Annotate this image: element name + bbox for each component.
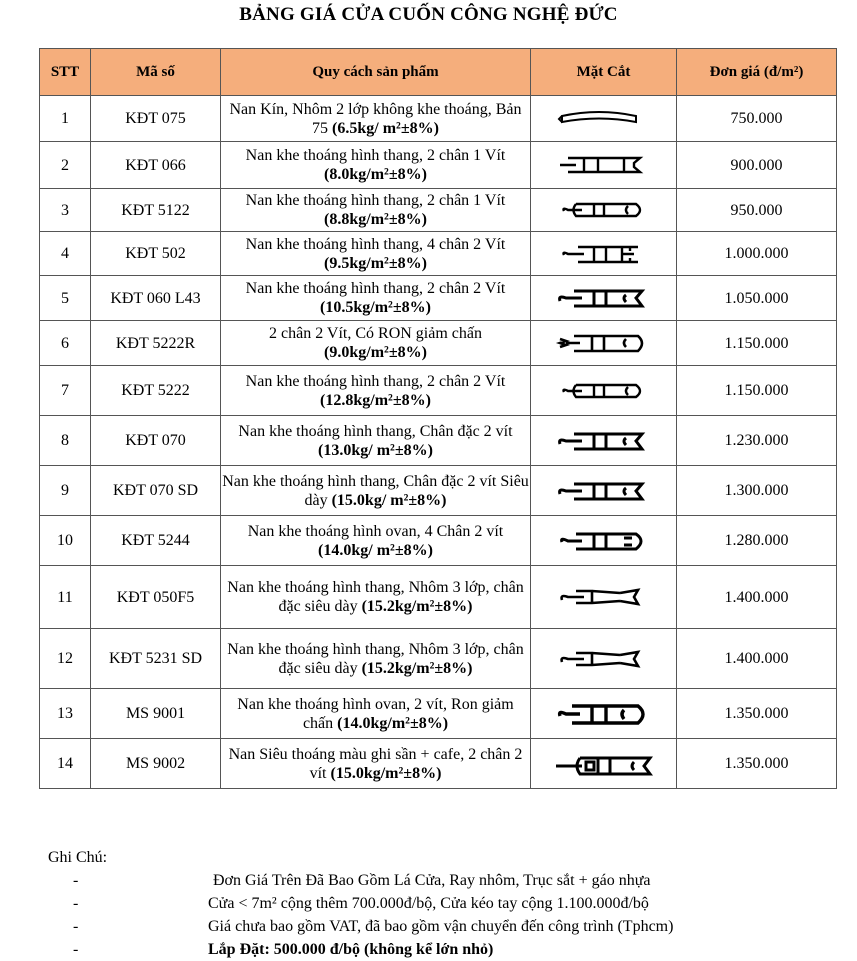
table-row bbox=[40, 566, 837, 629]
row-stt: 4 bbox=[40, 232, 91, 276]
note-dash: - bbox=[73, 918, 79, 935]
table-row bbox=[40, 321, 837, 366]
row-spec-text: 2 chân 2 Vít, Có RON giảm chấn bbox=[268, 325, 482, 342]
row-spec-text: Nan khe thoáng hình thang, 2 chân 2 Vít bbox=[245, 280, 506, 297]
row-spec-text: Nan khe thoáng hình thang, 4 chân 2 Vít bbox=[245, 235, 506, 253]
row-code: KĐT 5244 bbox=[91, 516, 221, 566]
row-code: KĐT 066 bbox=[91, 142, 221, 189]
table-row bbox=[40, 276, 837, 321]
row-stt: 13 bbox=[40, 689, 91, 739]
row-price: 1.050.000 bbox=[677, 276, 837, 321]
table-header-row bbox=[40, 49, 837, 96]
row-price: 1.400.000 bbox=[677, 566, 837, 629]
row-spec-text: Nan khe thoáng hình thang, Chân đặc 2 vít bbox=[238, 422, 513, 440]
row-section bbox=[531, 566, 677, 629]
section-profile-drawing bbox=[554, 425, 654, 457]
row-spec bbox=[221, 276, 531, 321]
row-code: KĐT 060 L43 bbox=[91, 276, 221, 321]
row-price: 1.350.000 bbox=[677, 739, 837, 789]
row-section bbox=[531, 739, 677, 789]
row-section bbox=[531, 366, 677, 416]
section-profile-drawing bbox=[554, 748, 654, 780]
note-dash: - bbox=[73, 895, 79, 912]
note-item bbox=[48, 915, 848, 938]
notes-heading: Ghi Chú: bbox=[48, 849, 108, 866]
row-price: 900.000 bbox=[677, 142, 837, 189]
row-section bbox=[531, 232, 677, 276]
row-code: MS 9002 bbox=[91, 739, 221, 789]
page-title: BẢNG GIÁ CỬA CUỐN CÔNG NGHỆ ĐỨC bbox=[239, 4, 618, 25]
row-spec-text: Nan Kín, Nhôm 2 lớp không khe thoáng, Bản 75 bbox=[229, 100, 522, 137]
row-spec-weight: (15.2kg/m²±8%) bbox=[361, 659, 473, 677]
row-code: KĐT 5222 bbox=[91, 366, 221, 416]
row-section bbox=[531, 189, 677, 232]
notes-section bbox=[48, 846, 848, 961]
note-item bbox=[48, 892, 848, 915]
note-dash: - bbox=[73, 872, 79, 889]
row-spec bbox=[221, 516, 531, 566]
row-spec bbox=[221, 189, 531, 232]
row-spec bbox=[221, 629, 531, 689]
row-spec-weight: (15.0kg/ m²±8%) bbox=[331, 491, 447, 509]
row-section bbox=[531, 416, 677, 466]
row-code: KĐT 070 bbox=[91, 416, 221, 466]
row-stt: 14 bbox=[40, 739, 91, 789]
table-row bbox=[40, 689, 837, 739]
row-stt: 7 bbox=[40, 366, 91, 416]
row-price: 1.150.000 bbox=[677, 366, 837, 416]
row-spec-text: Nan khe thoáng hình thang, 2 chân 1 Vít bbox=[245, 147, 506, 164]
row-section bbox=[531, 96, 677, 142]
row-stt: 12 bbox=[40, 629, 91, 689]
row-code: KĐT 050F5 bbox=[91, 566, 221, 629]
row-stt: 5 bbox=[40, 276, 91, 321]
row-spec-weight: (14.0kg/m²±8%) bbox=[337, 714, 449, 732]
row-spec-weight: (14.0kg/ m²±8%) bbox=[318, 541, 433, 559]
row-spec-text: Nan Siêu thoáng màu ghi sần + cafe, 2 chân 2 vít bbox=[228, 745, 523, 782]
row-code: KĐT 5122 bbox=[91, 189, 221, 232]
row-price: 1.150.000 bbox=[677, 321, 837, 366]
row-spec bbox=[221, 566, 531, 629]
row-price: 1.280.000 bbox=[677, 516, 837, 566]
section-profile-drawing bbox=[554, 581, 654, 613]
table-row bbox=[40, 416, 837, 466]
row-spec-text: Nan khe thoáng hình ovan, 2 vít, Ron giảm chấn bbox=[237, 695, 514, 732]
note-text: Lắp Đặt: 500.000 đ/bộ (không kể lớn nhỏ) bbox=[208, 941, 494, 958]
row-spec-text: Nan khe thoáng hình thang, Chân đặc 2 vít Siêu dày bbox=[222, 472, 529, 509]
row-spec-weight: (6.5kg/ m²±8%) bbox=[332, 119, 439, 137]
note-dash: - bbox=[73, 941, 79, 958]
row-price: 1.000.000 bbox=[677, 232, 837, 276]
row-code: KĐT 070 SD bbox=[91, 466, 221, 516]
row-spec-weight: (15.0kg/m²±8%) bbox=[330, 764, 442, 782]
section-profile-drawing bbox=[554, 103, 654, 135]
row-stt: 1 bbox=[40, 96, 91, 142]
row-section bbox=[531, 516, 677, 566]
row-spec bbox=[221, 689, 531, 739]
row-spec-weight: (9.0kg/m²±8%) bbox=[324, 344, 427, 361]
row-section bbox=[531, 276, 677, 321]
row-price: 1.400.000 bbox=[677, 629, 837, 689]
header-price: Đơn giá (đ/m²) bbox=[677, 49, 837, 96]
row-price: 1.230.000 bbox=[677, 416, 837, 466]
row-stt: 8 bbox=[40, 416, 91, 466]
row-code: KĐT 5222R bbox=[91, 321, 221, 366]
note-text: Đơn Giá Trên Đã Bao Gồm Lá Cửa, Ray nhôm, Trục sắt + gáo nhựa bbox=[213, 872, 651, 889]
row-spec-text: Nan khe thoáng hình thang, 2 chân 2 Vít bbox=[245, 372, 506, 390]
row-spec-text: Nan khe thoáng hình thang, 2 chân 1 Vít bbox=[245, 192, 506, 209]
row-spec bbox=[221, 416, 531, 466]
note-item bbox=[48, 869, 848, 892]
row-price: 750.000 bbox=[677, 96, 837, 142]
row-spec-weight: (8.0kg/m²±8%) bbox=[324, 166, 427, 183]
table-row bbox=[40, 142, 837, 189]
section-profile-drawing bbox=[554, 282, 654, 314]
row-stt: 10 bbox=[40, 516, 91, 566]
row-section bbox=[531, 321, 677, 366]
row-code: KĐT 075 bbox=[91, 96, 221, 142]
row-spec bbox=[221, 232, 531, 276]
row-section bbox=[531, 689, 677, 739]
row-stt: 2 bbox=[40, 142, 91, 189]
row-spec bbox=[221, 142, 531, 189]
header-code: Mã số bbox=[91, 49, 221, 96]
note-text: Cửa < 7m² cộng thêm 700.000đ/bộ, Cửa kéo tay cộng 1.100.000đ/bộ bbox=[208, 895, 649, 912]
section-profile-drawing bbox=[554, 375, 654, 407]
table-row bbox=[40, 96, 837, 142]
table-row bbox=[40, 232, 837, 276]
header-spec: Quy cách sản phẩm bbox=[221, 49, 531, 96]
row-spec bbox=[221, 739, 531, 789]
row-code: KĐT 502 bbox=[91, 232, 221, 276]
section-profile-drawing bbox=[554, 475, 654, 507]
note-text: Giá chưa bao gồm VAT, đã bao gồm vận chuyển đến công trình (Tphcm) bbox=[208, 918, 674, 935]
section-profile-drawing bbox=[554, 149, 654, 181]
table-row bbox=[40, 739, 837, 789]
row-spec-text: Nan khe thoáng hình thang, Nhôm 3 lớp, chân đặc siêu dày bbox=[227, 640, 524, 677]
row-price: 950.000 bbox=[677, 189, 837, 232]
section-profile-drawing bbox=[554, 698, 654, 730]
row-spec-weight: (8.8kg/m²±8%) bbox=[324, 211, 427, 228]
row-stt: 9 bbox=[40, 466, 91, 516]
note-item bbox=[48, 938, 848, 961]
row-spec bbox=[221, 466, 531, 516]
row-spec-weight: (9.5kg/m²±8%) bbox=[324, 254, 427, 272]
row-spec-weight: (10.5kg/m²±8%) bbox=[320, 299, 431, 316]
table-row bbox=[40, 629, 837, 689]
section-profile-drawing bbox=[554, 238, 654, 270]
row-section bbox=[531, 142, 677, 189]
table-row bbox=[40, 189, 837, 232]
header-stt: STT bbox=[40, 49, 91, 96]
row-spec-weight: (15.2kg/m²±8%) bbox=[361, 598, 473, 615]
row-spec-weight: (12.8kg/m²±8%) bbox=[320, 391, 431, 409]
row-section bbox=[531, 629, 677, 689]
section-profile-drawing bbox=[554, 194, 654, 226]
table-row bbox=[40, 466, 837, 516]
row-spec bbox=[221, 366, 531, 416]
row-spec-text: Nan khe thoáng hình ovan, 4 Chân 2 vít bbox=[247, 522, 504, 540]
row-code: MS 9001 bbox=[91, 689, 221, 739]
table-row bbox=[40, 516, 837, 566]
row-code: KĐT 5231 SD bbox=[91, 629, 221, 689]
table-row bbox=[40, 366, 837, 416]
row-stt: 6 bbox=[40, 321, 91, 366]
section-profile-drawing bbox=[554, 327, 654, 359]
row-stt: 3 bbox=[40, 189, 91, 232]
row-price: 1.350.000 bbox=[677, 689, 837, 739]
section-profile-drawing bbox=[554, 643, 654, 675]
row-spec bbox=[221, 321, 531, 366]
row-spec-text: Nan khe thoáng hình thang, Nhôm 3 lớp, chân đặc siêu dày bbox=[227, 579, 524, 615]
row-price: 1.300.000 bbox=[677, 466, 837, 516]
price-table bbox=[39, 48, 837, 789]
row-spec-weight: (13.0kg/ m²±8%) bbox=[318, 441, 433, 459]
row-section bbox=[531, 466, 677, 516]
row-spec bbox=[221, 96, 531, 142]
header-section: Mặt Cắt bbox=[531, 49, 677, 96]
section-profile-drawing bbox=[554, 525, 654, 557]
row-stt: 11 bbox=[40, 566, 91, 629]
